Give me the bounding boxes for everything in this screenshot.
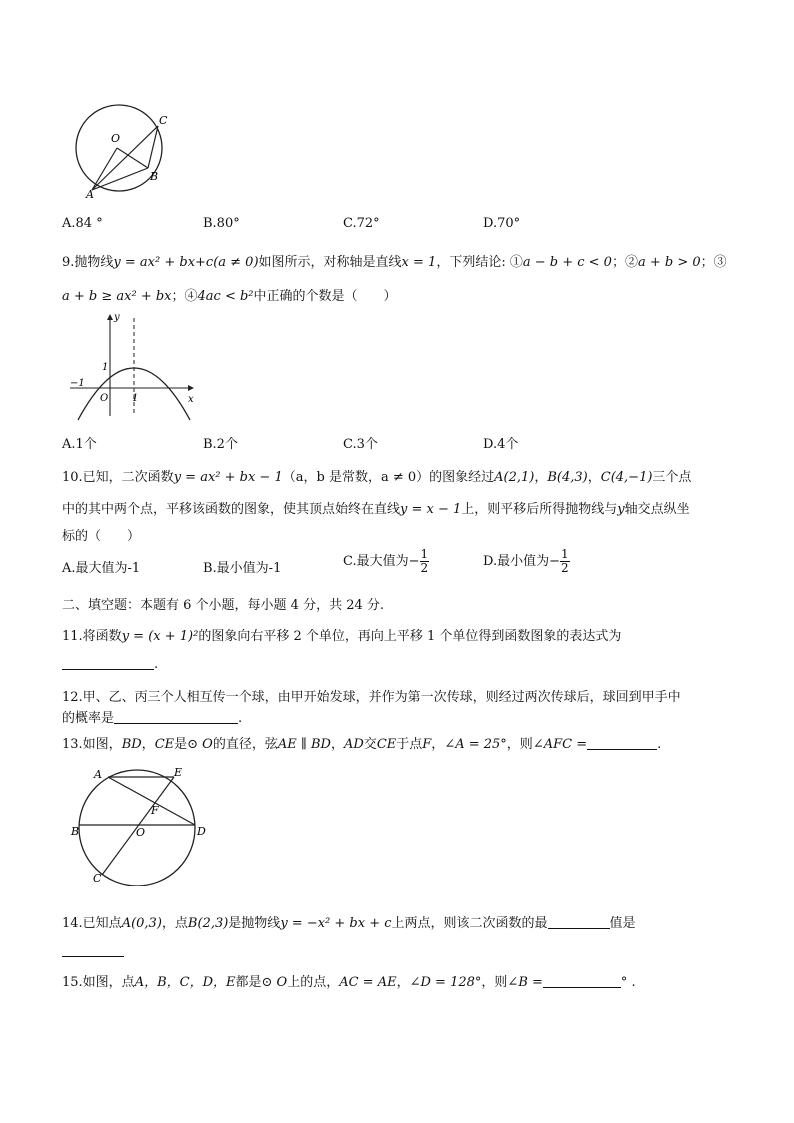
- q13-bd: BD: [121, 737, 142, 752]
- q13-end: .: [657, 737, 662, 752]
- q14-c: 是抛物线: [228, 916, 281, 931]
- q10-option-d-text: D.最小值为: [483, 554, 550, 569]
- q9-option-d: D.4个: [483, 437, 519, 452]
- q10-option-d: [483, 548, 570, 575]
- q13-a: 13.如图，: [62, 737, 122, 752]
- q15-circle-o: ⊙ O: [261, 975, 288, 990]
- q10-option-d-num: 1: [561, 547, 569, 561]
- q9-line-1: [62, 251, 727, 270]
- q9-mid: 如图所示，对称轴是直线: [258, 255, 402, 270]
- q14-a: 14.已知点: [62, 916, 122, 931]
- q10-option-c-num: 1: [420, 547, 429, 561]
- q9-x-arrow: [188, 385, 194, 391]
- q10-equation: y = ax² + bx − 1: [173, 470, 283, 485]
- q9-conclusion-4: 4ac < b²: [197, 289, 254, 304]
- q10-line-3: 标的（ ）: [62, 529, 141, 544]
- q13-label-d: D: [197, 825, 206, 838]
- q10-l2b: 上，则平移后所得抛物线与: [461, 502, 618, 517]
- q10-point-a: A(2,1): [494, 470, 535, 485]
- q9-label-one-x: 1: [132, 393, 139, 404]
- q8-label-b: B: [150, 170, 159, 183]
- q10-point-b: B(4,3): [547, 470, 588, 485]
- q12-end: .: [238, 711, 243, 726]
- q13-circle-figure: [66, 764, 216, 886]
- q13-sep: ，: [141, 737, 155, 752]
- q9-label-y: y: [114, 312, 120, 323]
- q14-point-b: B(2,3): [187, 916, 229, 931]
- q14-line-1: [62, 912, 636, 931]
- q15-line-1: [62, 971, 636, 990]
- q10-l1b: （a，b 是常数，a ≠ 0）的图象经过: [282, 470, 495, 485]
- q13-parallel: AE ∥ BD: [277, 737, 331, 752]
- q13-label-a: A: [94, 768, 102, 781]
- q9-tail: 中正确的个数是（ ）: [253, 289, 397, 304]
- q10-line-1: 10.已知，二次函数y = ax² + bx − 1（a，b 是常数，a ≠ 0）的图象经过A(2,1)，B(4,3)，C(4,−1)三个点: [62, 470, 692, 485]
- q13-d: ，: [330, 737, 344, 752]
- q10-l2c: 轴交点纵坐: [624, 502, 690, 517]
- q8-label-c: C: [159, 114, 168, 127]
- q13-label-e: E: [174, 766, 183, 779]
- q10-line-eq: y = x − 1: [400, 502, 462, 517]
- q13-h: ，则: [506, 737, 533, 752]
- q10-option-d-fraction: [560, 548, 570, 575]
- q9-option-b: B.2个: [203, 437, 238, 452]
- q9-label-one-y: 1: [102, 362, 109, 373]
- q10-option-c-den: 2: [420, 561, 429, 575]
- q11-line-2: [62, 657, 158, 672]
- q14-equation: y = −x² + bx + c: [280, 916, 392, 931]
- q13-ce2: CE: [376, 737, 397, 752]
- q10-option-b: B.最小值为-1: [203, 561, 282, 576]
- q9-conclusion-1: a − b + c < 0: [522, 255, 612, 270]
- q13-ce: CE: [154, 737, 175, 752]
- q9-parabola-graph: [64, 310, 204, 422]
- q13-label-c: C: [93, 872, 102, 885]
- q9-number: 9.: [62, 255, 75, 270]
- q10-l1c: 三个点: [652, 470, 692, 485]
- q9-prefix: 抛物线: [74, 255, 114, 270]
- q9-label-x: x: [188, 394, 194, 405]
- q15-end: ° .: [620, 975, 636, 990]
- q11-answer-blank[interactable]: [62, 657, 154, 670]
- q13-angle-afc: ∠AFC =: [532, 737, 588, 752]
- q14-line-2: [62, 944, 124, 959]
- q12-line-2: [62, 707, 242, 726]
- q9-line-2: [62, 285, 397, 304]
- q14-blank-2[interactable]: [62, 944, 124, 957]
- q15-points: A，B，C，D，E: [134, 975, 236, 990]
- q10-l1a: 10.已知，二次函数: [62, 470, 174, 485]
- q15-b: 都是: [235, 975, 262, 990]
- q15-e: ，则: [481, 975, 508, 990]
- q10-option-c-fraction: [420, 548, 430, 575]
- q14-blank-1[interactable]: [548, 916, 610, 929]
- q13-label-f: F: [151, 804, 159, 817]
- q11-line-1: [62, 625, 621, 644]
- q9-axis: x = 1: [401, 255, 437, 270]
- q15-eq2: ∠D = 128°: [409, 975, 482, 990]
- q9-sep2: ；②: [611, 255, 638, 270]
- q15-eq1: AC = AE: [339, 975, 397, 990]
- q10-y: y: [617, 502, 625, 517]
- q10-option-c-sign: −: [408, 554, 420, 569]
- q9-mid2: ，下列结论: ①: [436, 255, 523, 270]
- q13-line-1: [62, 733, 661, 752]
- q8-line-bc: [148, 126, 158, 168]
- q13-circle-o: ⊙ O: [187, 737, 213, 752]
- q9-conclusion-3: a + b ≥ ax² + bx: [62, 289, 172, 304]
- q10-option-a: A.最大值为-1: [62, 561, 141, 576]
- q10-point-c: C(4,−1): [600, 470, 653, 485]
- q15-c: 上的点，: [287, 975, 340, 990]
- q10-option-c-text: C.最大值为: [343, 554, 409, 569]
- q8-option-d: D.70°: [483, 216, 521, 231]
- q14-b: ，点: [161, 916, 188, 931]
- q10-l2a: 中的其中两个点，平移该函数的图象，使其顶点始终在直线: [62, 502, 401, 517]
- q8-option-a: A.84 °: [62, 216, 103, 231]
- q9-sep4: ；④: [171, 289, 198, 304]
- q10-option-d-sign: −: [549, 554, 560, 569]
- q10-option-d-den: 2: [561, 561, 569, 575]
- q11-equation: y = (x + 1)²: [121, 629, 199, 644]
- q9-conclusion-2: a + b > 0: [637, 255, 701, 270]
- q14-e: 值是: [609, 916, 636, 931]
- q11-a: 11.将函数: [62, 629, 122, 644]
- q13-g: ，: [431, 737, 445, 752]
- q9-y-arrow: [107, 314, 113, 320]
- q8-option-c: C.72°: [343, 216, 380, 231]
- q10-line-2: [62, 498, 690, 517]
- q13-answer-blank[interactable]: [587, 737, 657, 750]
- q13-ad: AD: [343, 737, 364, 752]
- q13-c: 的直径，弦: [212, 737, 278, 752]
- q9-equation: y = ax² + bx+c(a ≠ 0): [113, 255, 259, 270]
- q9-sep3: ；③: [700, 255, 727, 270]
- q15-d: ，: [396, 975, 410, 990]
- q8-circle-figure: [62, 104, 180, 200]
- q13-label-o: O: [136, 826, 146, 839]
- q9-label-neg-one: −1: [70, 378, 85, 389]
- q10-option-c: [343, 548, 429, 575]
- q8-line-ab: [92, 168, 148, 190]
- q13-point-f: F: [422, 737, 432, 752]
- q8-label-a: A: [86, 188, 94, 200]
- q9-option-a: A.1个: [62, 437, 97, 452]
- q15-answer-blank[interactable]: [543, 975, 621, 988]
- q9-label-origin: O: [100, 393, 109, 404]
- q15-eq3: ∠B =: [507, 975, 543, 990]
- section-2-heading: 二、填空题：本题有 6 个小题，每小题 4 分，共 24 分.: [62, 598, 385, 613]
- q13-f: 于点: [396, 737, 423, 752]
- q15-a: 15.如图，点: [62, 975, 135, 990]
- q13-label-b: B: [71, 825, 80, 838]
- q8-option-b: B.80°: [203, 216, 240, 231]
- q13-line-ad: [108, 777, 195, 825]
- q12-l2: 的概率是: [62, 711, 115, 726]
- q12-answer-blank[interactable]: [114, 711, 238, 724]
- q9-option-c: C.3个: [343, 437, 378, 452]
- q14-point-a: A(0,3): [121, 916, 162, 931]
- q11-b: 的图象向右平移 2 个单位，再向上平移 1 个单位得到函数图象的表达式为: [198, 629, 622, 644]
- q8-label-o: O: [111, 132, 121, 145]
- q13-angle-a: ∠A = 25°: [444, 737, 507, 752]
- q13-b: 是: [174, 737, 188, 752]
- q12-line-1: 12.甲、乙、丙三个人相互传一个球，由甲开始发球，并作为第一次传球，则经过两次传球后，球回到甲手中: [62, 690, 681, 705]
- q13-e: 交: [363, 737, 377, 752]
- q14-d: 上两点，则该二次函数的最: [391, 916, 548, 931]
- q11-end: .: [154, 657, 159, 672]
